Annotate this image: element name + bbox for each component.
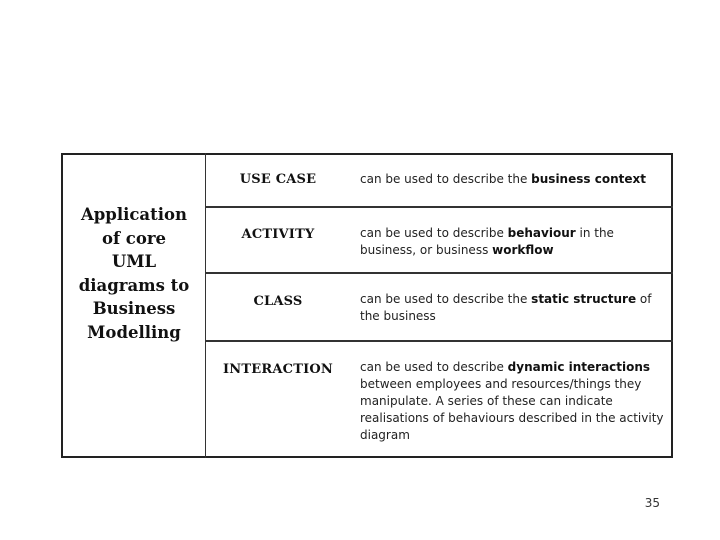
desc-use-case [360, 171, 666, 188]
desc-text: can be used to describe the [360, 292, 532, 306]
row-divider [205, 272, 673, 274]
term-interaction: INTERACTION [223, 362, 333, 377]
row-divider [205, 206, 673, 208]
desc-text: of the business [360, 292, 652, 323]
row-divider [205, 340, 673, 342]
term-use-case: USE CASE [239, 172, 317, 187]
desc-text: can be used to describe [360, 360, 508, 374]
desc-text: can be used to describe the [360, 172, 532, 186]
desc-interaction [360, 359, 666, 444]
table-title-line: Application [80, 205, 188, 224]
desc-text: in the business, or business [360, 226, 614, 257]
desc-emphasis: workflow [492, 243, 554, 257]
table-title-line: diagrams to [78, 275, 190, 295]
term-activity: ACTIVITY [241, 227, 315, 242]
page-number: 35 [644, 496, 660, 510]
column-divider [205, 153, 206, 458]
desc-emphasis: business context [531, 172, 646, 186]
table-title [72, 203, 196, 344]
term-class: CLASS [253, 294, 303, 309]
desc-emphasis: static structure [531, 292, 637, 306]
table-title-line: of core [101, 228, 167, 248]
table-title-line: Modelling [87, 322, 181, 342]
table-title-line: Business [92, 299, 176, 318]
desc-class [360, 291, 666, 325]
desc-emphasis: dynamic interactions [507, 360, 651, 374]
desc-emphasis: behaviour [507, 226, 576, 240]
table-title-line: UML [111, 252, 157, 271]
desc-activity [360, 225, 666, 259]
desc-text: between employees and resources/things they manipulate. A series of these can indicate realisations of behaviours described in the activity diagram [360, 377, 664, 442]
desc-text: can be used to describe [360, 226, 508, 240]
